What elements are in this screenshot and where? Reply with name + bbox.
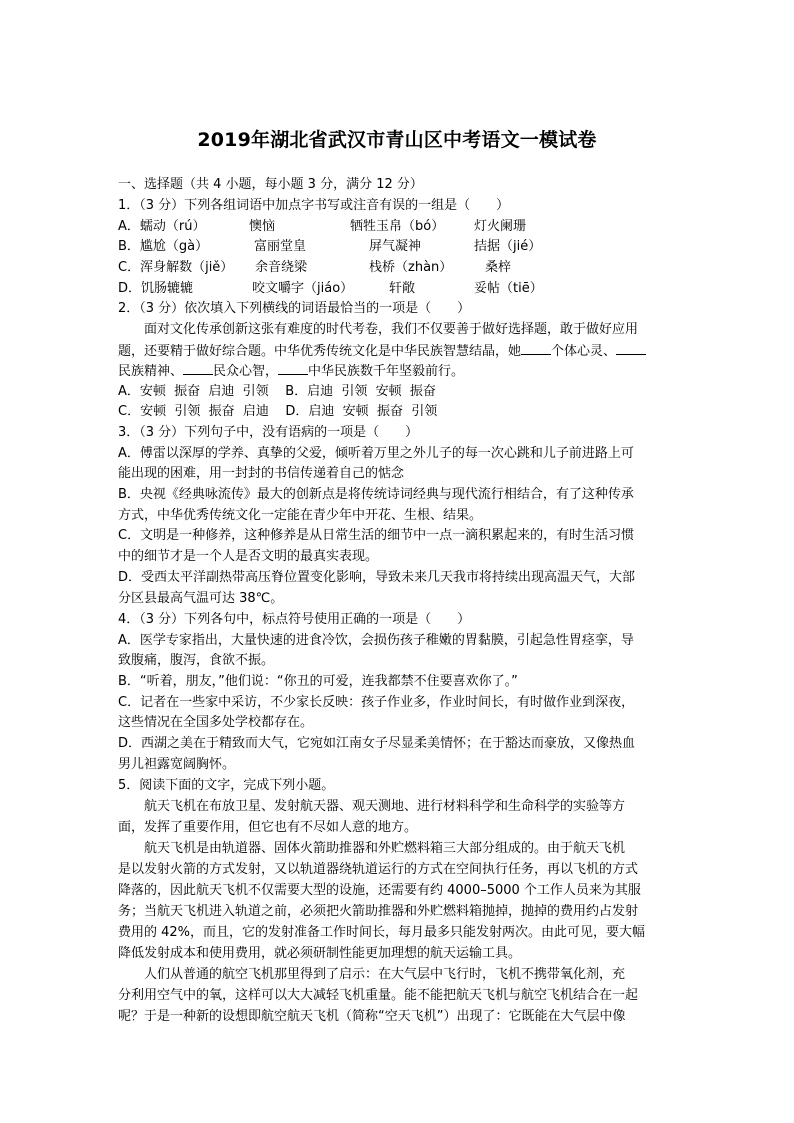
fill-blank-1 bbox=[521, 342, 551, 355]
q4-option-a-line1: A．医学专家指出，大量快速的进食冷饮，会损伤孩子稚嫩的胃黏膜，引起急性胃痉挛，导 bbox=[118, 633, 634, 648]
fill-blank-3 bbox=[183, 362, 213, 375]
q4-option-a-line2: 致腹痛，腹泻，食欲不振。 bbox=[118, 653, 275, 668]
q4-option-d-line2: 男儿袒露宽阔胸怀。 bbox=[118, 757, 236, 772]
q2-text: 题，还要精于做好综合题。中华优秀传统文化是中华民族智慧结晶，她 bbox=[118, 344, 522, 359]
q1-a-word3: 牺牲玉帛（bó） bbox=[350, 219, 445, 234]
q1-c-word4: 桑梓 bbox=[485, 260, 512, 275]
q1-a-word4: 灯火阑珊 bbox=[474, 219, 527, 234]
q2-passage-line1: 面对文化传承创新这张有难度的时代考卷，我们不仅要善于做好选择题，敢于做好应用 bbox=[144, 322, 639, 337]
q3-option-d-line1: D．受西太平洋副热带高压脊位置变化影响，导致未来几天我市将持续出现高温天气，大部 bbox=[118, 570, 636, 585]
q2-text: 个体心灵、 bbox=[551, 344, 617, 359]
q5-paragraph3-line3: 呢？于是一种新的设想即航空航天飞机（简称“空天飞机”）出现了：它既能在大气层中像 bbox=[118, 1009, 626, 1024]
question-2-stem: 2．（3 分）依次填入下列横线的词语最恰当的一项是（ ） bbox=[118, 301, 471, 316]
q3-option-c-line1: C．文明是一种修养，这种修养是从日常生活的细节中一点一滴积累起来的，有时生活习惯 bbox=[118, 528, 635, 543]
q1-b-word1: B．尴尬（gà） bbox=[118, 239, 209, 254]
q3-option-a-line2: 能出现的困难，用一封封的书信传递着自己的惦念 bbox=[118, 466, 405, 481]
q1-option-d bbox=[118, 280, 543, 298]
q2-passage-line3 bbox=[118, 362, 464, 381]
q1-c-word3: 栈桥（zhàn） bbox=[369, 260, 453, 275]
q1-c-word1: C．浑身解数（jiě） bbox=[118, 260, 234, 275]
q4-option-d-line1: D．西湖之美在于精致而大气，它宛如江南女子尽显柔美情怀；在于豁达而豪放，又像热血 bbox=[118, 736, 636, 751]
q5-paragraph3-line1: 人们从普通的航空飞机那里得到了启示：在大气层中飞行时，飞机不携带氧化剂，充 bbox=[144, 967, 626, 982]
q5-paragraph2-line4: 务；当航天飞机进入轨道之前，必须把火箭助推器和外贮燃料箱抛掉，抛掉的费用约占发射 bbox=[118, 904, 639, 919]
q3-option-a-line1: A．傅雷以深厚的学养、真挚的父爱，倾听着万里之外儿子的每一次心跳和儿子前进路上可 bbox=[118, 446, 634, 461]
q1-d-word1: D．饥肠辘辘 bbox=[118, 281, 194, 296]
q5-paragraph2-line5: 费用的 42%，而且，它的发射准备工作时间长，每月最多只能发射两次。由此可见，要大幅 bbox=[118, 925, 646, 940]
q1-c-word2: 余音绕梁 bbox=[255, 260, 308, 275]
question-5-stem: 5．阅读下面的文字，完成下列小题。 bbox=[118, 778, 335, 793]
q5-paragraph2-line3: 降落的，因此航天飞机不仅需要大型的设施，还需要有约 4000–5000 个工作人员来为其服 bbox=[118, 883, 641, 898]
q4-option-c-line1: C．记者在一些家中采访，不少家长反映：孩子作业多，作业时间长，有时做作业到深夜， bbox=[118, 695, 635, 710]
q1-d-word2: 咬文嚼字（jiáo） bbox=[252, 281, 354, 296]
q3-option-b-line1: B．央视《经典咏流传》最大的创新点是将传统诗词经典与现代流行相结合，有了这种传承 bbox=[118, 487, 634, 502]
q5-paragraph2-line2: 是以发射火箭的方式发射，又以轨道器绕轨道运行的方式在空间执行任务，再以飞机的方式 bbox=[118, 862, 639, 877]
q2-options-cd: C．安顿 引领 振奋 启迪 D．启迪 安顿 振奋 引领 bbox=[118, 404, 438, 419]
q5-paragraph1-line1: 航天飞机在布放卫星、发射航天器、观天测地、进行材料科学和生命科学的实验等方 bbox=[144, 799, 626, 814]
q1-d-word4: 妥帖（tiē） bbox=[474, 281, 543, 296]
fill-blank-2 bbox=[616, 342, 646, 355]
q3-option-b-line2: 方式，中华优秀传统文化一定能在青少年中开花、生根、结果。 bbox=[118, 508, 483, 523]
q5-paragraph1-line2: 面，发挥了重要作用，但它也有不尽如人意的地方。 bbox=[118, 820, 418, 835]
question-3-stem: 3．（3 分）下列句子中，没有语病的一项是（ ） bbox=[118, 425, 419, 440]
section-heading: 一、选择题（共 4 小题，每小题 3 分，满分 12 分） bbox=[118, 177, 423, 192]
q1-b-word3: 屏气凝神 bbox=[369, 239, 422, 254]
q1-a-word2: 懊恼 bbox=[249, 219, 276, 234]
q1-d-word3: 轩敞 bbox=[389, 281, 416, 296]
q2-text: 民族精神、 bbox=[118, 364, 184, 379]
q1-option-a bbox=[118, 218, 526, 236]
q1-option-c bbox=[118, 259, 511, 277]
q2-passage-line2 bbox=[118, 342, 646, 361]
q2-options-ab: A．安顿 振奋 启迪 引领 B．启迪 引领 安顿 振奋 bbox=[118, 384, 436, 399]
q3-option-c-line2: 中的细节才是一个人是否文明的最真实表现。 bbox=[118, 549, 379, 564]
q2-text: 中华民族数千年坚毅前行。 bbox=[308, 364, 465, 379]
q4-option-c-line2: 这些情况在全国多处学校都存在。 bbox=[118, 715, 314, 730]
q1-a-word1: A．蠕动（rú） bbox=[118, 219, 206, 234]
fill-blank-4 bbox=[278, 362, 308, 375]
question-4-stem: 4．（3 分）下列各句中，标点符号使用正确的一项是（ ） bbox=[118, 612, 471, 627]
page-title: 2019年湖北省武汉市青山区中考语文一模试卷 bbox=[197, 129, 597, 151]
q3-option-d-line2: 分区县最高气温可达 38℃。 bbox=[118, 591, 284, 606]
q1-b-word2: 富丽堂皇 bbox=[254, 239, 307, 254]
question-1-stem: 1．（3 分）下列各组词语中加点字书写或注音有误的一组是（ ） bbox=[118, 198, 510, 213]
q4-option-b-line1: B．“听着，朋友，”他们说：“你丑的可爱，连我都禁不住要喜欢你了。” bbox=[118, 674, 518, 689]
q5-paragraph2-line6: 降低发射成本和使用费用，就必须研制性能更加理想的航天运输工具。 bbox=[118, 946, 522, 961]
q2-text: 民众心智， bbox=[213, 364, 279, 379]
q1-option-b bbox=[118, 238, 541, 256]
q5-paragraph2-line1: 航天飞机是由轨道器、固体火箭助推器和外贮燃料箱三大部分组成的。由于航天飞机 bbox=[144, 841, 626, 856]
q1-b-word4: 拮据（jié） bbox=[474, 239, 542, 254]
q5-paragraph3-line2: 分利用空气中的氧，这样可以大大减轻飞机重量。能不能把航天飞机与航空飞机结合在一起 bbox=[118, 988, 639, 1003]
